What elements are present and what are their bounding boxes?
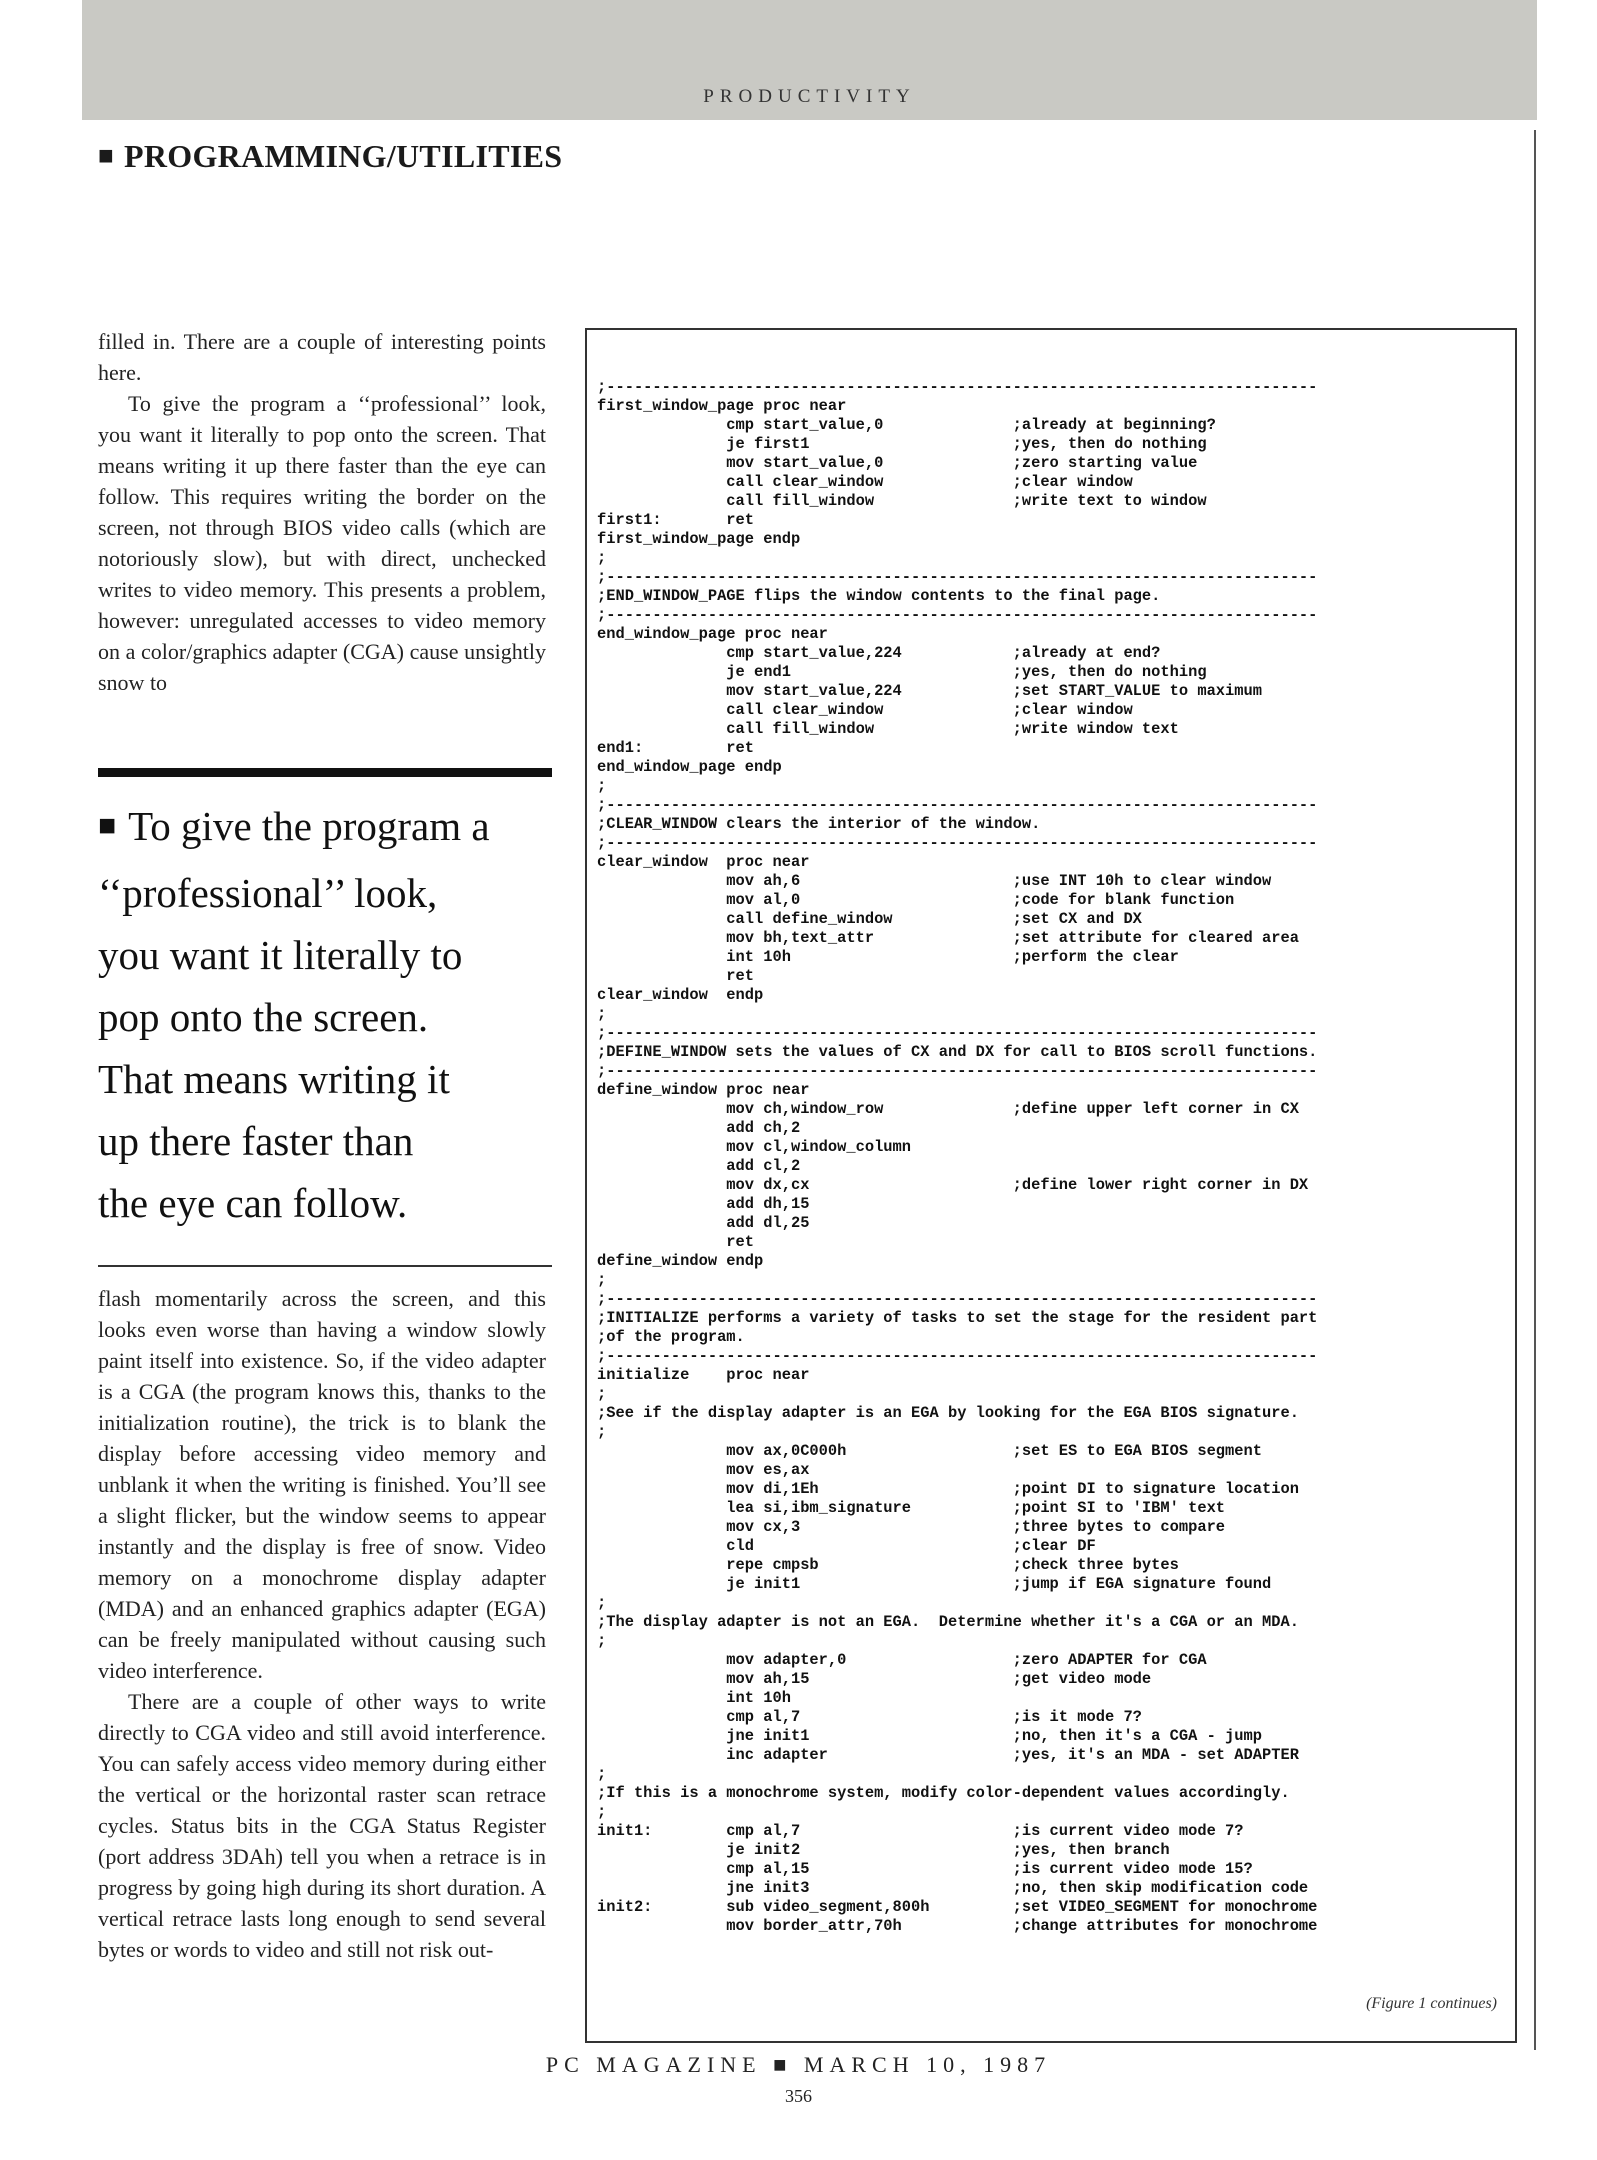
- paragraph: filled in. There are a couple of interesting points here.: [98, 329, 546, 385]
- pull-quote-line: you want it literally to: [98, 932, 463, 978]
- section-label: PRODUCTIVITY: [703, 86, 916, 107]
- right-rule: [1534, 130, 1536, 2050]
- pull-quote-line: ■ To give the program a: [98, 803, 490, 849]
- page-number: 356: [785, 2086, 812, 2106]
- pull-quote-top-rule: [98, 768, 552, 777]
- column-bottom: [98, 1283, 546, 1965]
- column-top: [98, 326, 546, 698]
- header-band: [82, 0, 1537, 120]
- section-title: [98, 138, 562, 175]
- pull-quote-line: pop onto the screen.: [98, 994, 429, 1040]
- pull-quote: [98, 795, 558, 1234]
- square-bullet-icon: ■: [98, 141, 115, 170]
- pull-quote-line: ‘‘professional’’ look,: [98, 870, 438, 916]
- figure-caption: (Figure 1 continues): [1366, 1995, 1497, 2012]
- footer-magazine: PC MAGAZINE ■ MARCH 10, 1987: [545, 2052, 1052, 2077]
- section-title-text: PROGRAMMING/UTILITIES: [124, 138, 563, 174]
- figure-1-box: [585, 328, 1517, 2043]
- paragraph: There are a couple of other ways to write directly to CGA video and still avoid interference. You can safely access video memory during either the vertical or the horizontal raster scan retrace cycles. Status bits in the CGA Status Register (port address 3DAh) tell you when a retrace is in progress by going high during its short duration. A vertical retrace lasts long enough to send several bytes or words to video and still not risk out-: [98, 1689, 546, 1962]
- pull-quote-bottom-rule: [98, 1265, 552, 1267]
- paragraph: To give the program a ‘‘professional’’ look, you want it literally to pop onto the screen. That means writing it up there faster than the eye can follow. This requires writing the border on the screen, not through BIOS video calls (which are notoriously slow), but with direct, unchecked writes to video memory. This presents a problem, however: unregulated accesses to video memory on a color/graphics adapter (CGA) cause unsightly snow to: [98, 391, 546, 695]
- paragraph: flash momentarily across the screen, and this looks even worse than having a window slowly paint itself into existence. So, if the video adapter is a CGA (the program knows this, thanks to the initialization routine), the trick is to blank the display before accessing video memory and unblank it when the writing is finished. You’ll see a slight flicker, but the window seems to appear instantly and the display is free of snow. Video memory on a monochrome display adapter (MDA) and an enhanced graphics adapter (EGA) can be freely manipulated without causing such video interference.: [98, 1286, 546, 1683]
- pull-quote-line: up there faster than: [98, 1118, 414, 1164]
- code-listing: ;----------------------------------------------------------------------------- first_window_page proc near cmp start_value,0 ;already at beginning? je first1 ;yes, then do nothing mov start_value,0 ;zero starting value call clear_window ;clear window call fill_window ;write text to window first1: ret first_window_page endp ; ;----------------------------------------------------------------------------- ;END_WINDOW_PAGE flips the window contents to the final page. ;----------------------------------------------------------------------------- end_window_page proc near cmp start_value,224 ;already at end? je end1 ;yes, then do nothing mov start_value,224 ;set START_VALUE to maximum call clear_window ;clear window call fill_window ;write window text end1: ret end_window_page endp ; ;----------------------------------------------------------------------------- ;CLEAR_WINDOW clears the interior of the window. ;----------------------------------------------------------------------------- clear_window proc near mov ah,6 ;use INT 10h to clear window mov al,0 ;code for blank function call define_window ;set CX and DX mov bh,text_attr ;set attribute for cleared area int 10h ;perform the clear ret clear_window endp ; ;----------------------------------------------------------------------------- ;DEFINE_WINDOW sets the values of CX and DX for call to BIOS scroll functions. ;----------------------------------------------------------------------------- define_window proc near mov ch,window_row ;define upper left corner in CX add ch,2 mov cl,window_column add cl,2 mov dx,cx ;define lower right corner in DX add dh,15 add dl,25 ret define_window endp ; ;----------------------------------------------------------------------------- ;INITIALIZE performs a variety of tasks to set the stage for the resident part ;of the program. ;----------------------------------------------------------------------------- initialize proc near ; ;See if the display adapter is an EGA by looking for the EGA BIOS signature. ; mov ax,0C000h ;set ES to EGA BIOS segment mov es,ax mov di,1Eh ;point DI to signature location lea si,ibm_signature ;point SI to 'IBM' text mov cx,3 ;three bytes to compare cld ;clear DF repe cmpsb ;check three bytes je init1 ;jump if EGA signature found ; ;The display adapter is not an EGA. Determine whether it's a CGA or an MDA. ; mov adapter,0 ;zero ADAPTER for CGA mov ah,15 ;get video mode int 10h cmp al,7 ;is it mode 7? jne init1 ;no, then it's a CGA - jump inc adapter ;yes, it's an MDA - set ADAPTER ; ;If this is a monochrome system, modify color-dependent values accordingly. ; init1: cmp al,7 ;is current video mode 7? je init2 ;yes, then branch cmp al,15 ;is current video mode 15? jne init3 ;no, then skip modification code init2: sub video_segment,800h ;set VIDEO_SEGMENT for monochrome mov border_attr,70h ;change attributes for monochrome: [597, 378, 1318, 1935]
- pull-quote-line: That means writing it: [98, 1056, 450, 1102]
- square-bullet-icon: ■: [98, 809, 117, 842]
- pull-quote-line: the eye can follow.: [98, 1180, 408, 1226]
